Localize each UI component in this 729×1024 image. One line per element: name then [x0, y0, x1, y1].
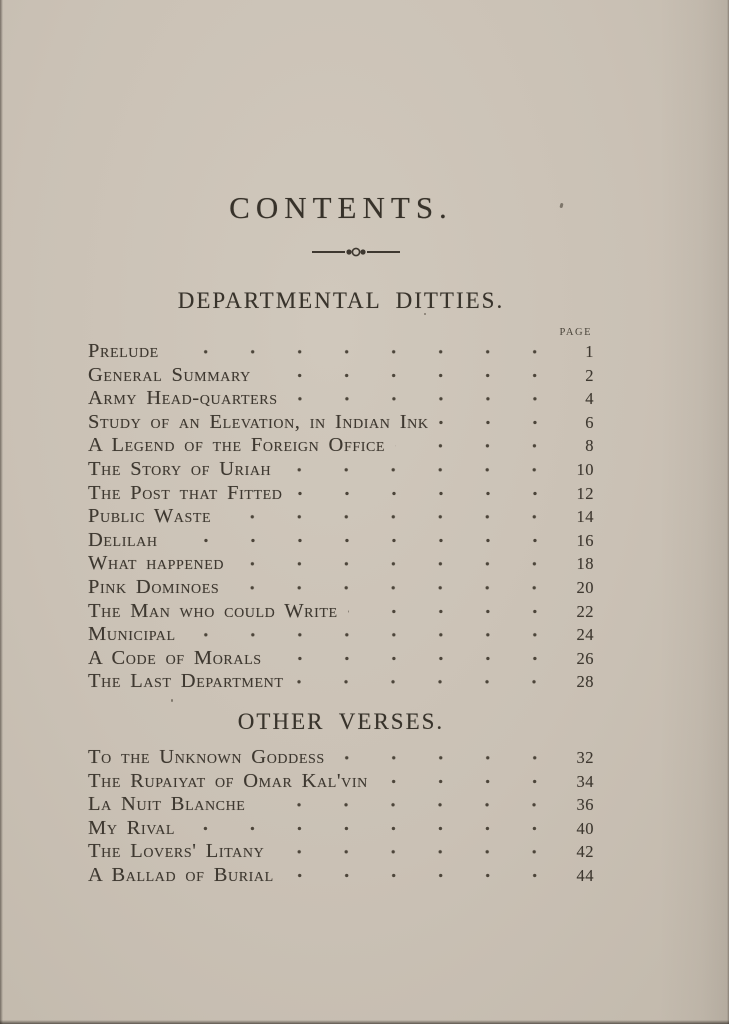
- page-edge-shadow-left: [0, 0, 3, 1024]
- section-other-verses: [88, 709, 594, 888]
- toc-entry: [88, 482, 594, 506]
- toc-entry-title: Public Waste: [88, 505, 212, 528]
- page-title: CONTENTS.: [229, 190, 453, 225]
- toc-entry-title: Municipal: [88, 623, 176, 646]
- page-edge-shadow-bottom: [0, 1020, 729, 1024]
- dot-leader: [378, 770, 552, 794]
- toc-entry-page: 10: [576, 459, 594, 479]
- toc-entry-page: 4: [585, 389, 594, 409]
- toc-entry-page: 26: [576, 648, 594, 668]
- toc-entry-title: The Man who could Write: [88, 599, 338, 622]
- dot-leader: [395, 434, 552, 458]
- toc-entry: [88, 840, 594, 864]
- toc-entry-title: The Last Department: [88, 670, 284, 693]
- toc-entry: [88, 770, 594, 794]
- toc-entry-page: 24: [576, 625, 594, 645]
- toc-entry-title: The Post that Fitted: [88, 481, 283, 504]
- toc-entry: [88, 552, 594, 576]
- toc-entry-title: Study of an Elevation, in Indian Ink: [88, 410, 429, 433]
- toc-entry-page: 16: [576, 530, 594, 550]
- toc-entry: [88, 793, 594, 817]
- toc-entry-page: 2: [585, 365, 594, 385]
- divider-ornament: [103, 245, 609, 261]
- toc-entry: [88, 600, 594, 624]
- toc-entry-page: 8: [585, 436, 594, 456]
- dot-leader: [168, 529, 552, 553]
- dot-leader: [335, 746, 552, 770]
- toc-entry-page: 20: [576, 577, 594, 597]
- toc-entry: [88, 864, 594, 888]
- dot-leader: [274, 840, 552, 864]
- toc-entry-page: 12: [576, 483, 594, 503]
- toc-entry: [88, 647, 594, 671]
- toc-entry-title: A Legend of the Foreign Office: [88, 434, 386, 457]
- toc-entry: [88, 387, 594, 411]
- dot-leader: [255, 793, 552, 817]
- toc-entry-title: Pink Dominoes: [88, 575, 220, 598]
- dot-leader: [169, 340, 552, 364]
- toc-entry-page: 14: [576, 507, 594, 527]
- toc-entry-page: 6: [585, 412, 594, 432]
- toc-entry-title: The Story of Uriah: [88, 457, 272, 480]
- dot-leader: [281, 458, 552, 482]
- dot-leader: [234, 552, 552, 576]
- dot-leader: [221, 505, 552, 529]
- toc-entry-title: To the Unknown Goddess: [88, 745, 325, 768]
- toc-entry-title: My Rival: [88, 816, 176, 839]
- toc-entry-page: 42: [576, 842, 594, 862]
- toc-entry-page: 22: [576, 601, 594, 621]
- dot-leader: [348, 600, 552, 624]
- toc-entry-page: 1: [585, 342, 594, 361]
- toc-entry: [88, 670, 594, 694]
- toc-entry: [88, 411, 594, 435]
- toc-entry-page: 44: [576, 865, 594, 885]
- toc-entry: [88, 458, 594, 482]
- dot-leader: [272, 647, 552, 671]
- dot-leader: [185, 817, 552, 841]
- page-column-label: PAGE: [559, 327, 592, 338]
- section-departmental-ditties: [88, 288, 594, 694]
- toc-entry-title: Army Head-quarters: [88, 387, 278, 410]
- toc-entry-title: La Nuit Blanche: [88, 793, 246, 816]
- toc-entry-title: A Code of Morals: [88, 646, 262, 669]
- toc-entry-page: 40: [576, 818, 594, 838]
- section-heading: DEPARTMENTAL DITTIES.: [177, 288, 505, 313]
- toc-entry: [88, 529, 594, 553]
- dot-leader: [439, 411, 552, 435]
- toc-entry-page: 34: [576, 771, 594, 791]
- toc-entry-title: The Lovers' Litany: [88, 840, 265, 863]
- toc-entry-title: The Rupaiyat of Omar Kal'vin: [88, 769, 368, 792]
- toc-entry-page: 18: [576, 554, 594, 574]
- toc-entry: [88, 576, 594, 600]
- toc-entry-page: 36: [576, 795, 594, 815]
- dot-leader: [261, 364, 552, 388]
- toc-entry: [88, 505, 594, 529]
- toc-entry: [88, 623, 594, 647]
- toc-entry-title: Delilah: [88, 528, 158, 551]
- toc-entry: [88, 340, 594, 364]
- toc-entry-title: General Summary: [88, 363, 251, 386]
- toc-entry-page: 28: [576, 672, 594, 692]
- toc-entry: [88, 746, 594, 770]
- dot-leader: [229, 576, 552, 600]
- section-heading: OTHER VERSES.: [237, 708, 445, 734]
- dot-leader: [284, 864, 552, 888]
- toc-entry-list: [88, 746, 594, 888]
- dot-leader: [288, 387, 552, 411]
- toc-entry-list: [88, 340, 594, 694]
- toc-entry-title: What happened: [88, 552, 225, 575]
- toc-entry-page: 32: [576, 747, 594, 767]
- toc-entry-title: A Ballad of Burial: [88, 863, 274, 886]
- dot-leader: [293, 670, 552, 694]
- dot-leader: [293, 482, 552, 506]
- contents-column: [88, 0, 594, 887]
- toc-entry: [88, 434, 594, 458]
- toc-entry: [88, 817, 594, 841]
- toc-entry-title: Prelude: [88, 340, 159, 362]
- dot-leader: [186, 623, 552, 647]
- toc-entry: [88, 364, 594, 388]
